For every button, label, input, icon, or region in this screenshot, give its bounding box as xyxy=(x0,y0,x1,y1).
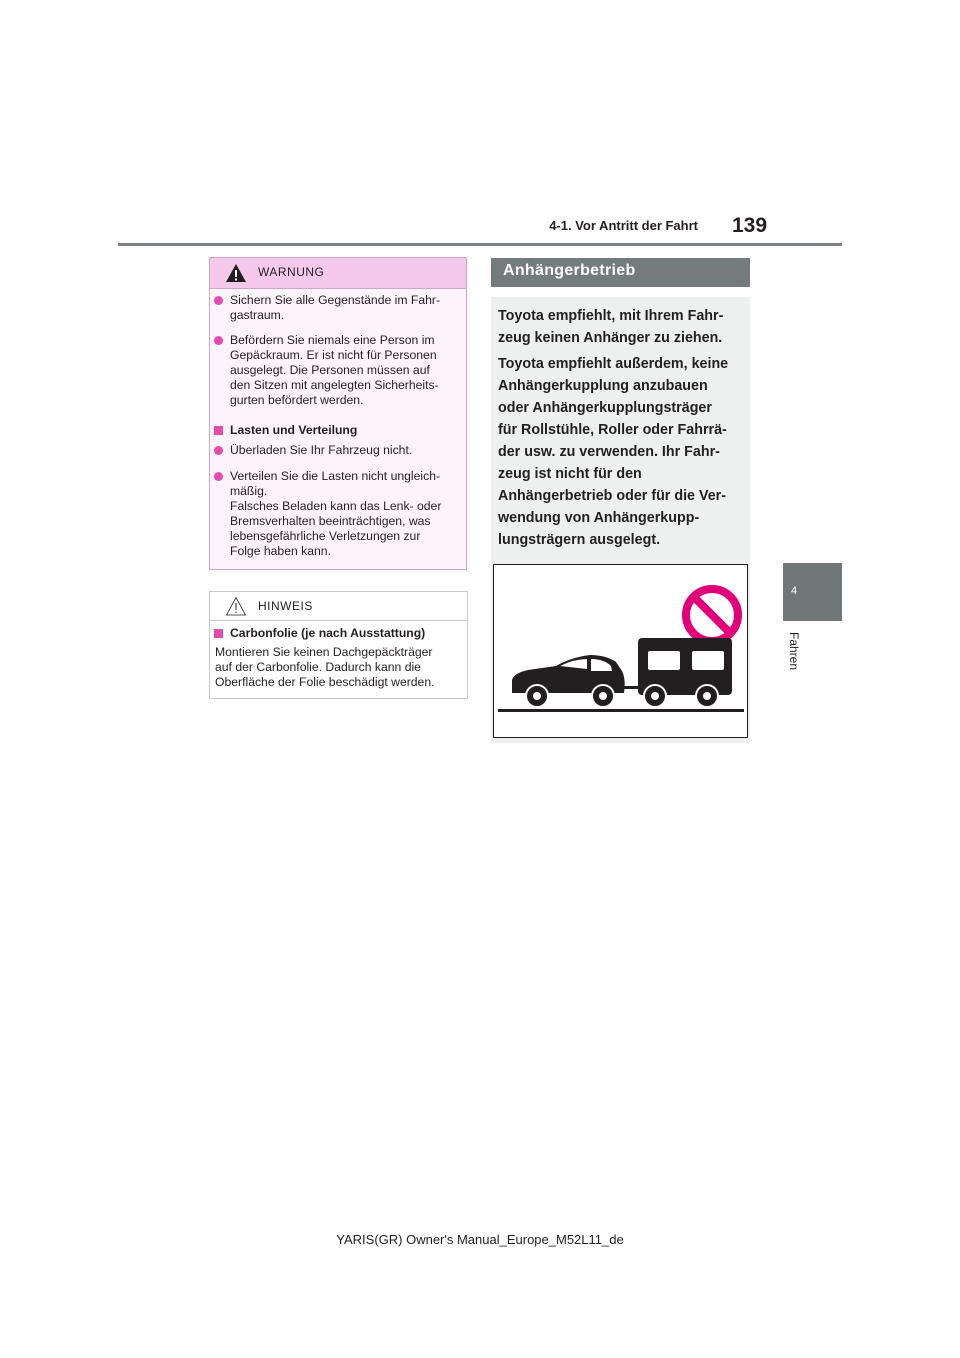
trailer-illustration xyxy=(493,564,748,738)
car-with-trailer-image xyxy=(494,565,747,737)
trailer-paragraph-2: Toyota empfiehlt außerdem, keine Anhängerkupplung anzubauen oder Anhängerkupplungsträger für Rollstühle, Roller oder Fahrrä- der usw. zu verwenden. Ihr Fahr- zeug ist nicht für den Anhängerbetrieb oder für die Ver- wendung von Anhängerkupp- lungsträgern ausgelegt. xyxy=(498,356,729,548)
note-text: Montieren Sie keinen Dachgepäckträger auf der Carbonfolie. Dadurch kann die Oberfläche der Folie beschädigt werden. xyxy=(215,645,435,689)
trailer-icon xyxy=(614,638,732,707)
note-title: HINWEIS xyxy=(258,599,313,613)
caution-triangle-icon xyxy=(225,596,247,616)
prohibition-icon xyxy=(686,589,738,641)
trailer-paragraph-1: Toyota empfiehlt, mit Ihrem Fahr- zeug keinen Anhänger zu ziehen. xyxy=(498,308,724,346)
warning-subheading: Lasten und Verteilung xyxy=(211,423,461,439)
chapter-number: 4 xyxy=(790,585,798,597)
bullet-dot-icon xyxy=(214,472,223,481)
bullet-dot-icon xyxy=(214,296,223,305)
warning-title: WARNUNG xyxy=(258,265,325,279)
warning-item: Befördern Sie niemals eine Person im Gepäckraum. Er ist nicht für Personen ausgelegt. Die Personen müssen auf den Sitzen mit angelegten Sicherheits- gurten befördert werden. xyxy=(211,333,461,413)
section-title: 4-1. Vor Antritt der Fahrt xyxy=(549,218,698,233)
note-subheading: Carbonfolie (je nach Ausstattung) xyxy=(211,626,461,642)
warning-item: Sichern Sie alle Gegenstände im Fahr- gastraum. xyxy=(211,293,461,325)
page-number: 139 xyxy=(732,214,768,237)
footer-text: YARIS(GR) Owner's Manual_Europe_M52L11_de xyxy=(336,1232,624,1247)
note-header xyxy=(209,591,468,621)
section-heading: Anhängerbetrieb xyxy=(503,262,636,279)
chapter-label-text: Fahren xyxy=(787,632,801,671)
bullet-dot-icon xyxy=(214,446,223,455)
warning-item: Überladen Sie Ihr Fahrzeug nicht. xyxy=(211,443,461,459)
warning-header xyxy=(209,257,467,289)
bullet-square-icon xyxy=(214,629,223,638)
header-rule xyxy=(118,243,842,246)
warning-item: Verteilen Sie die Lasten nicht ungleich- mäßig. Falsches Beladen kann das Lenk- oder Bremsverhalten beeinträchtigen, was lebensgefährliche Verletzungen zur Folge haben kann. xyxy=(211,469,461,565)
bullet-square-icon xyxy=(214,426,223,435)
warning-triangle-icon xyxy=(225,263,247,283)
bullet-dot-icon xyxy=(214,336,223,345)
car-icon xyxy=(512,655,625,707)
chapter-label xyxy=(785,632,805,692)
